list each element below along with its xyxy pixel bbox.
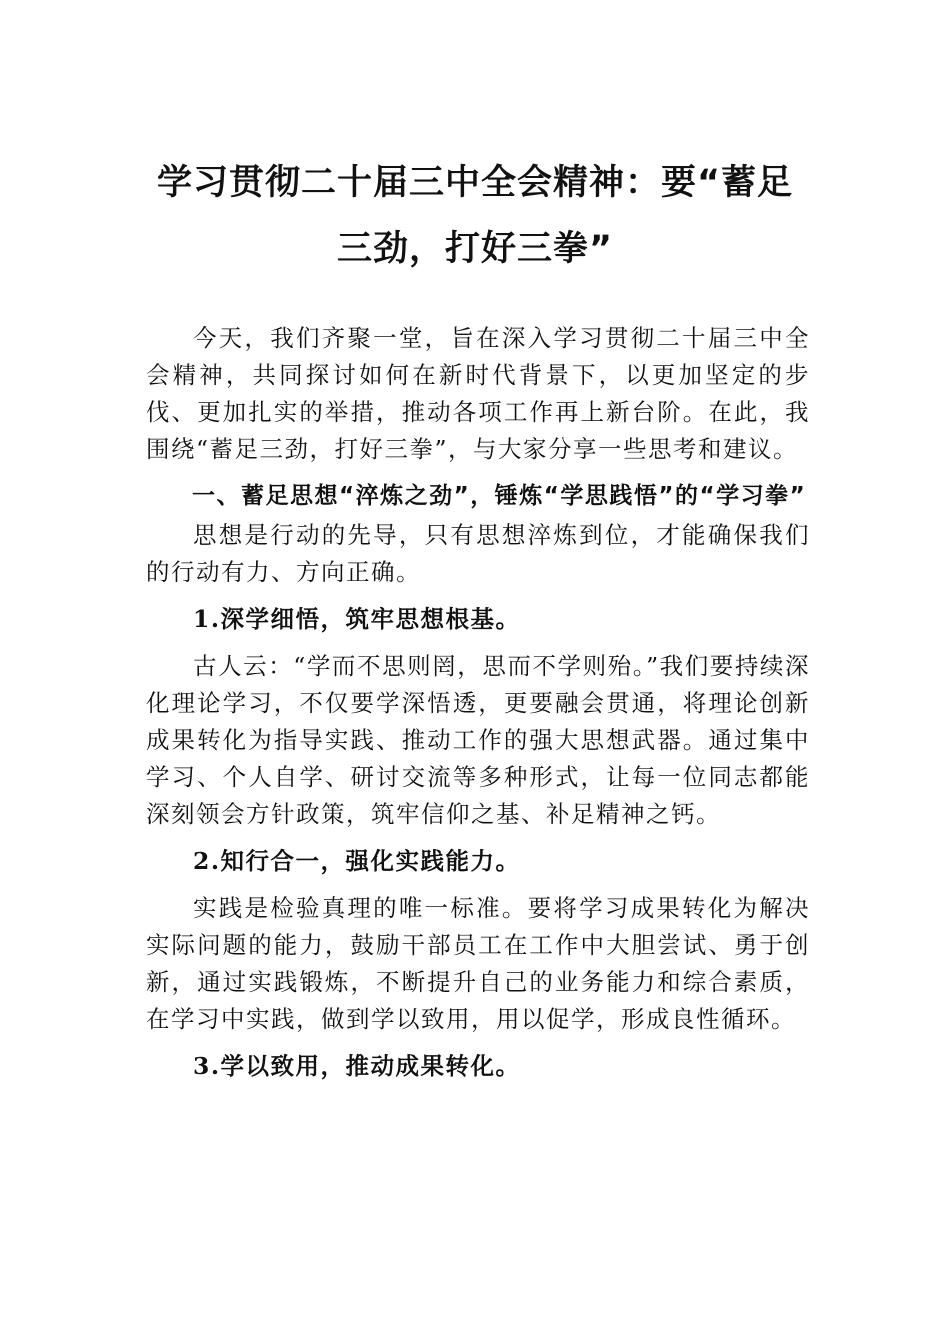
- body-paragraph: 思想是行动的先导，只有思想淬炼到位，才能确保我们的行动有力、方向正确。: [146, 521, 810, 586]
- document-body: [146, 320, 810, 1095]
- body-paragraph: 古人云：“学而不思则罔，思而不学则殆。”我们要持续深化理论学习，不仅要学深悟透，更要融会贯通，将理论创新成果转化为指导实践、推动工作的强大思想武器。通过集中学习、个人自学、研讨交流等多种形式，让每一位同志都能深刻领会方针政策，筑牢信仰之基、补足精神之钙。: [146, 652, 810, 828]
- subsection-heading-1: 1.深学细悟，筑牢思想根基。: [193, 605, 521, 633]
- body-paragraph: 实践是检验真理的唯一标准。要将学习成果转化为解决实际问题的能力，鼓励干部员工在工作中大胆尝试、勇于创新，通过实践锻炼，不断提升自己的业务能力和综合素质，在学习中实践，做到学以致用，用以促学，形成良性循环。: [146, 894, 810, 1033]
- subsection-heading-2: 2.知行合一，强化实践能力。: [193, 847, 521, 875]
- intro-paragraph: 今天，我们齐聚一堂，旨在深入学习贯彻二十届三中全会精神，共同探讨如何在新时代背景下，以更加坚定的步伐、更加扎实的举措，推动各项工作再上新台阶。在此，我围绕“蓄足三劲，打好三拳”，与大家分享一些思考和建议。: [146, 324, 810, 463]
- subsection-heading-3: 3.学以致用，推动成果转化。: [193, 1052, 521, 1080]
- document-title: 学习贯彻二十届三中全会精神：要“蓄足三劲，打好三拳”: [156, 163, 793, 269]
- section-heading-1: 一、蓄足思想“淬炼之劲”，锤炼“学思践悟”的“学习拳”: [192, 483, 807, 509]
